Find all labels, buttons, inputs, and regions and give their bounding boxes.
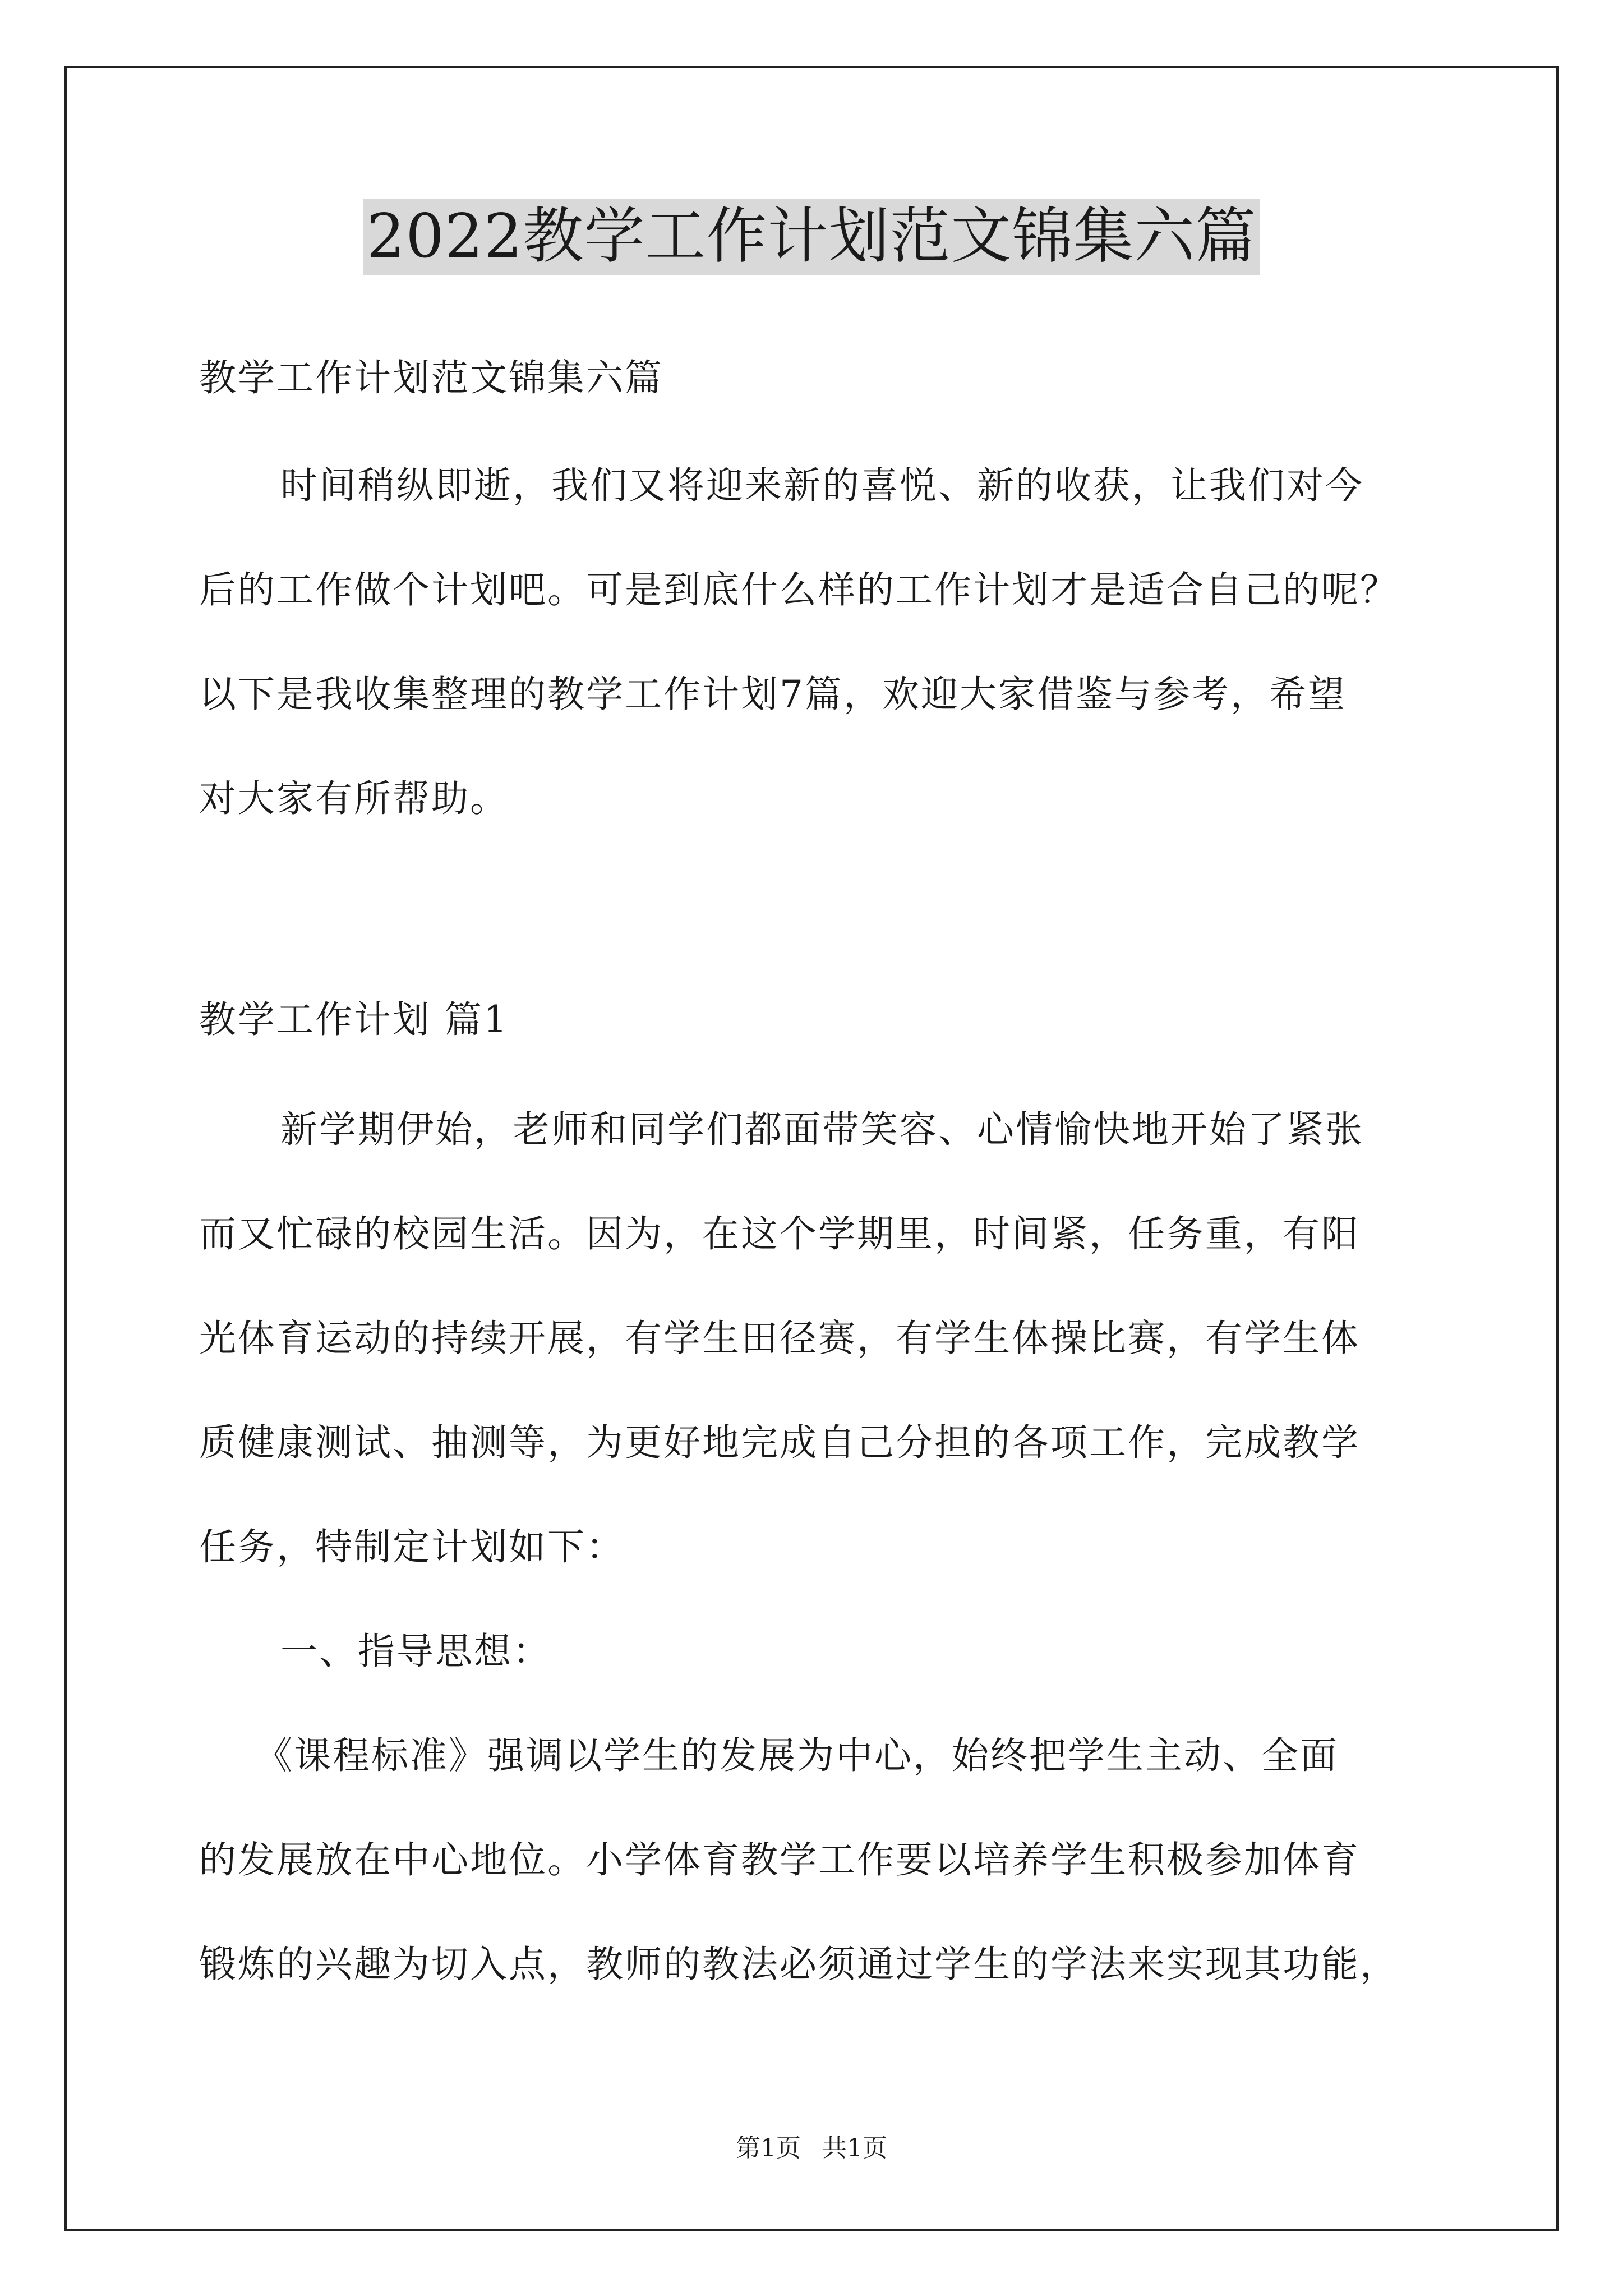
paragraph-line: 的发展放在中心地位。小学体育教学工作要以培养学生积极参加体育 bbox=[199, 1838, 1360, 1881]
paragraph-line: 《课程标准》强调以学生的发展为中心，始终把学生主动、全面 bbox=[255, 1734, 1339, 1777]
paragraph-line: 而又忙碌的校园生活。因为，在这个学期里，时间紧，任务重，有阳 bbox=[199, 1212, 1360, 1255]
page-number: 第1页 bbox=[736, 2134, 801, 2162]
subtitle-line: 教学工作计划范文锦集六篇 bbox=[199, 356, 663, 399]
section-heading: 教学工作计划 篇1 bbox=[199, 998, 509, 1041]
paragraph-line: 对大家有所帮助。 bbox=[199, 777, 509, 820]
document-title: 2022教学工作计划范文锦集六篇 bbox=[363, 199, 1260, 275]
page-total: 共1页 bbox=[822, 2134, 887, 2162]
paragraph-line: 任务，特制定计划如下： bbox=[199, 1525, 625, 1568]
title-container bbox=[0, 199, 1623, 275]
paragraph-line: 时间稍纵即逝，我们又将迎来新的喜悦、新的收获，让我们对今 bbox=[280, 464, 1364, 507]
paragraph-line: 以下是我收集整理的教学工作计划7篇，欢迎大家借鉴与参考，希望 bbox=[199, 673, 1347, 716]
paragraph-line: 新学期伊始，老师和同学们都面带笑容、心情愉快地开始了紧张 bbox=[280, 1108, 1364, 1151]
paragraph-line: 后的工作做个计划吧。可是到底什么样的工作计划才是适合自己的呢？ bbox=[199, 568, 1399, 611]
paragraph-line: 锻炼的兴趣为切入点，教师的教法必须通过学生的学法来实现其功能， bbox=[199, 1943, 1399, 1986]
paragraph-line: 光体育运动的持续开展，有学生田径赛，有学生体操比赛，有学生体 bbox=[199, 1317, 1360, 1360]
subsection-heading: 一、指导思想： bbox=[280, 1630, 551, 1673]
paragraph-line: 质健康测试、抽测等，为更好地完成自己分担的各项工作，完成教学 bbox=[199, 1421, 1360, 1464]
page-footer bbox=[0, 2132, 1623, 2165]
